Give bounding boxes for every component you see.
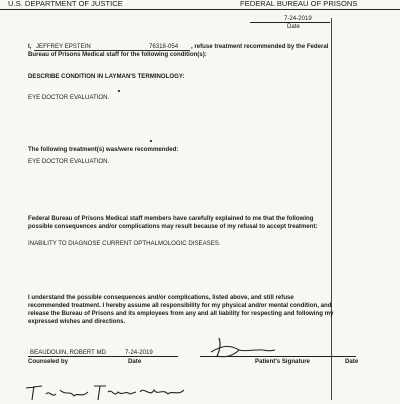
vertical-rule	[331, 18, 332, 400]
handwritten-scrawl	[22, 380, 192, 404]
date-label: Date	[287, 23, 300, 30]
header-right: FEDERAL BUREAU OF PRISONS	[240, 0, 358, 8]
counseled-by-label: Counseled by	[28, 358, 68, 365]
date-label-1: Date	[128, 358, 142, 365]
counselor-line	[28, 356, 178, 357]
header-rule	[0, 9, 400, 10]
refusal-line1-suffix: , refuse treatment recommended by the Federal	[191, 43, 329, 50]
treatment-text: EYE DOCTOR EVALUATION.	[28, 158, 110, 165]
counselor-date: 7-24-2019	[125, 349, 153, 356]
consequences-text: INABILITY TO DIAGNOSE CURRENT OPTHALMOLOGIC DISEASES.	[28, 240, 221, 247]
refusal-prefix: I,	[28, 43, 32, 50]
condition-heading: DESCRIBE CONDITION IN LAYMAN'S TERMINOLOGY:	[28, 73, 185, 80]
ack-line3: release the Bureau of Prisons and its employees from any and all liability for respecting and following my	[28, 310, 334, 317]
ack-line2: recommended treatment. I hereby assume all responsibility for my physical and/or mental condition, and	[28, 302, 332, 309]
refusal-line2: Bureau of Prisons Medical staff for the following condition(s):	[28, 51, 207, 58]
header-left: U.S. DEPARTMENT OF JUSTICE	[8, 0, 123, 8]
counselor-name: BEAUDOUIN, ROBERT MD	[30, 349, 106, 356]
condition-text: EYE DOCTOR EVALUATION.	[28, 94, 110, 101]
ack-line1: I understand the possible consequences and/or complications, listed above, and still refuse	[28, 294, 294, 301]
patient-signature-mark	[205, 332, 285, 362]
inmate-name: JEFFREY EPSTEIN	[36, 43, 91, 50]
date-value: 7-24-2019	[284, 15, 312, 22]
consequences-line1: Federal Bureau of Prisons Medical staff members have carefully explained to me that the following	[28, 215, 314, 222]
consequences-line2: possible consequences and/or complications may result because of my refusal to accept treatment:	[28, 223, 318, 230]
patient-signature-label: Patient's Signature	[255, 358, 310, 365]
ack-line4: expressed wishes and directions.	[28, 318, 126, 325]
register-number: 76318-054	[149, 43, 179, 50]
date-label-2: Date	[345, 358, 359, 365]
treatment-heading: The following treatment(s) was/were recommended:	[28, 146, 179, 153]
scan-speck	[150, 140, 152, 142]
scan-speck	[118, 90, 120, 92]
